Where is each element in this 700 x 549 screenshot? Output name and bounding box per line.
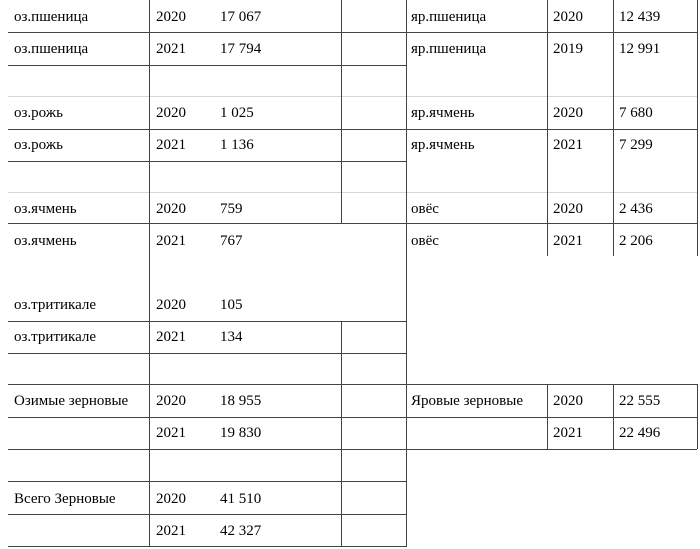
year-cell: 2019 <box>553 41 583 57</box>
value-cell: 12 991 <box>619 41 661 57</box>
value-cell: 22 555 <box>619 393 661 409</box>
year-cell: 2020 <box>553 393 583 409</box>
year-cell: 2021 <box>156 137 186 153</box>
crop-cell: яр.ячмень <box>411 137 475 153</box>
crop-cell: оз.рожь <box>14 105 64 121</box>
value-cell: 7 299 <box>619 137 653 153</box>
year-cell: 2020 <box>553 201 583 217</box>
value-cell: 17 067 <box>220 9 262 25</box>
year-cell: 2020 <box>156 393 186 409</box>
crop-cell: оз.ячмень <box>14 201 77 217</box>
year-cell: 2021 <box>553 425 583 441</box>
value-cell: 17 794 <box>220 41 262 57</box>
value-cell: 1 136 <box>220 137 254 153</box>
crop-cell: оз.пшеница <box>14 9 89 25</box>
crop-cell: оз.тритикале <box>14 297 97 313</box>
crop-cell: яр.пшеница <box>411 41 487 57</box>
crop-cell: овёс <box>411 233 439 249</box>
year-cell: 2020 <box>156 491 186 507</box>
crop-cell: оз.пшеница <box>14 41 89 57</box>
crop-cell: оз.ячмень <box>14 233 77 249</box>
value-cell: 7 680 <box>619 105 653 121</box>
value-cell: 41 510 <box>220 491 262 507</box>
year-cell: 2021 <box>156 329 186 345</box>
crop-cell: оз.рожь <box>14 137 64 153</box>
year-cell: 2021 <box>553 233 583 249</box>
value-cell: 759 <box>220 201 243 217</box>
year-cell: 2020 <box>553 105 583 121</box>
value-cell: 2 436 <box>619 201 653 217</box>
value-cell: 12 439 <box>619 9 661 25</box>
year-cell: 2021 <box>553 137 583 153</box>
value-cell: 42 327 <box>220 523 262 539</box>
value-cell: 19 830 <box>220 425 262 441</box>
value-cell: 22 496 <box>619 425 661 441</box>
crop-cell: яр.пшеница <box>411 9 487 25</box>
year-cell: 2021 <box>156 523 186 539</box>
crop-cell: оз.тритикале <box>14 329 97 345</box>
value-cell: 2 206 <box>619 233 653 249</box>
year-cell: 2020 <box>156 105 186 121</box>
year-cell: 2020 <box>156 201 186 217</box>
crop-cell: яр.ячмень <box>411 105 475 121</box>
year-cell: 2020 <box>553 9 583 25</box>
value-cell: 18 955 <box>220 393 262 409</box>
value-cell: 767 <box>220 233 243 249</box>
year-cell: 2021 <box>156 425 186 441</box>
year-cell: 2021 <box>156 233 186 249</box>
value-cell: 134 <box>220 329 243 345</box>
crop-cell: овёс <box>411 201 439 217</box>
crop-cell: Озимые зерновые <box>14 393 129 409</box>
value-cell: 105 <box>220 297 243 313</box>
year-cell: 2021 <box>156 41 186 57</box>
year-cell: 2020 <box>156 9 186 25</box>
crop-cell: Яровые зерновые <box>411 393 524 409</box>
crop-cell: Всего Зерновые <box>14 491 116 507</box>
value-cell: 1 025 <box>220 105 254 121</box>
year-cell: 2020 <box>156 297 186 313</box>
